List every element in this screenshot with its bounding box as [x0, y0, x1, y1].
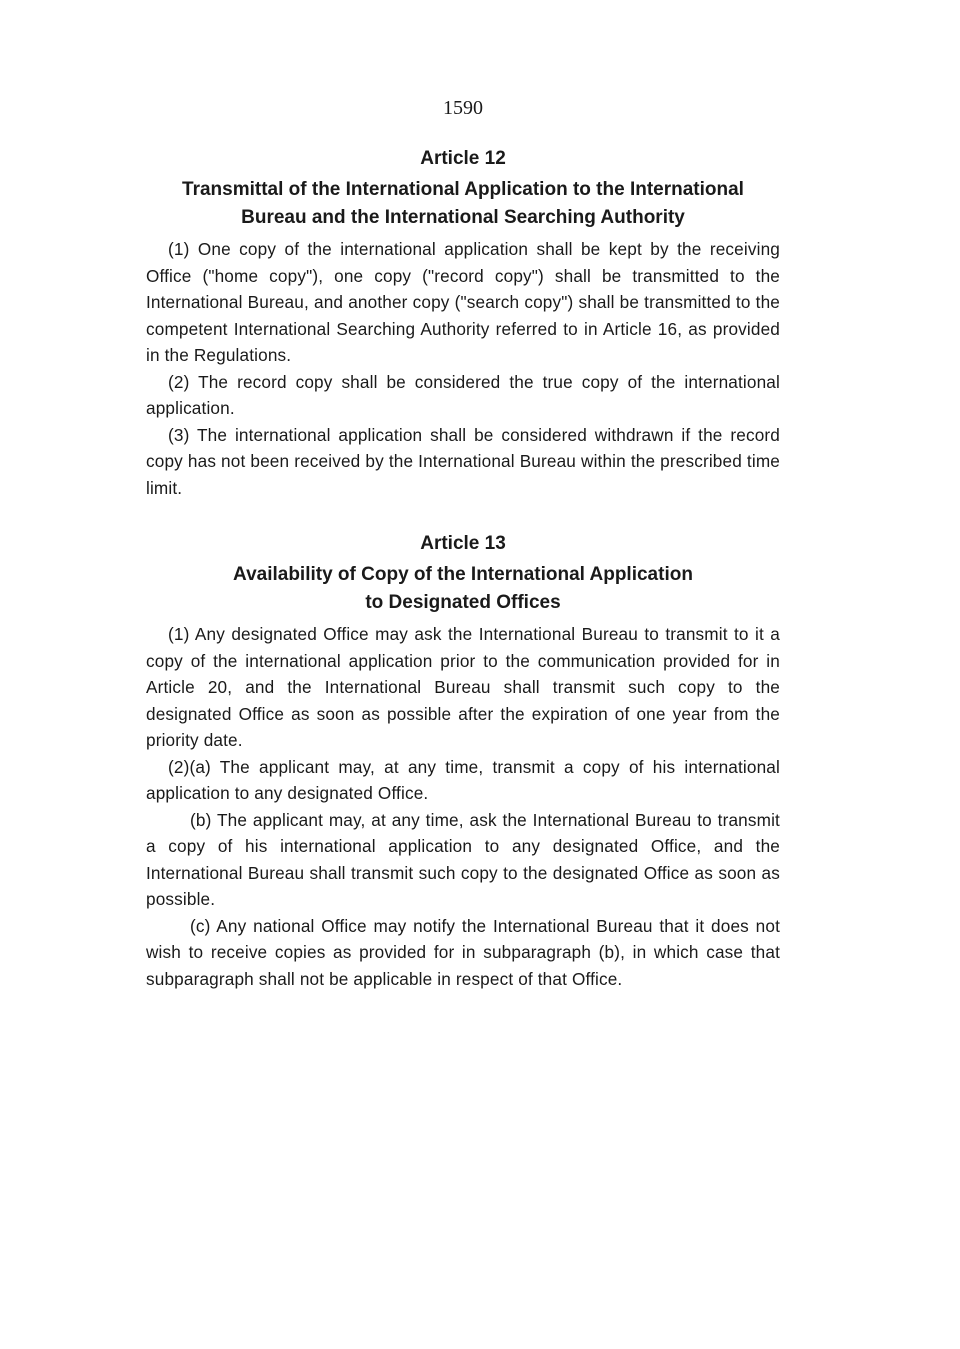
article-13-paragraph-1: (1) Any designated Office may ask the International Bureau to transmit to it a copy of the international application prior to the communication provided for in Article 20, and the International Bureau shall transmit such copy to the designated Office as soon as possible after the expiration of one year from the priority date. — [146, 624, 780, 750]
article-12-paragraph-1: (1) One copy of the international application shall be kept by the receiving Office ("home copy"), one copy ("record copy") shall be transmitted to the International Bureau, and another copy ("search copy") shall be transmitted to the competent International Searching Authority referred to in Article 16, as provided in the Regulations. — [146, 239, 780, 365]
article-13-heading — [146, 561, 780, 617]
section-spacer — [146, 501, 780, 531]
article-13-paragraph-2c: (c) Any national Office may notify the International Bureau that it does not wish to receive copies as provided for in subparagraph (b), in which case that subparagraph shall not be applicable in respect of that Office. — [146, 915, 780, 989]
article-13 — [146, 531, 780, 992]
article-13-heading-line1: Availability of Copy of the International Application — [233, 564, 693, 585]
article-12-paragraph-3: (3) The international application shall be considered withdrawn if the record copy has not been received by the International Bureau within the prescribed time limit. — [146, 424, 780, 498]
article-13-paragraph-2b: (b) The applicant may, at any time, ask the International Bureau to transmit a copy of his international application to any designated Office, and the International Bureau shall transmit such copy to the designated Office as soon as possible. — [146, 809, 780, 909]
article-12-heading-line1: Transmittal of the International Application to the International — [182, 179, 744, 200]
article-13-paragraph-2a: (2)(a) The applicant may, at any time, transmit a copy of his international application to any designated Office. — [146, 756, 780, 803]
article-12-paragraph-2: (2) The record copy shall be considered the true copy of the international application. — [146, 371, 780, 418]
article-12-title: Article 12 — [420, 148, 506, 169]
page-number: 1590 — [443, 97, 483, 119]
article-12-heading-line2: Bureau and the International Searching Authority — [241, 207, 685, 228]
article-12-heading — [146, 176, 780, 232]
article-13-title: Article 13 — [420, 533, 506, 554]
article-13-heading-line2: to Designated Offices — [365, 592, 561, 613]
document-page — [146, 96, 780, 992]
article-12 — [146, 146, 780, 501]
